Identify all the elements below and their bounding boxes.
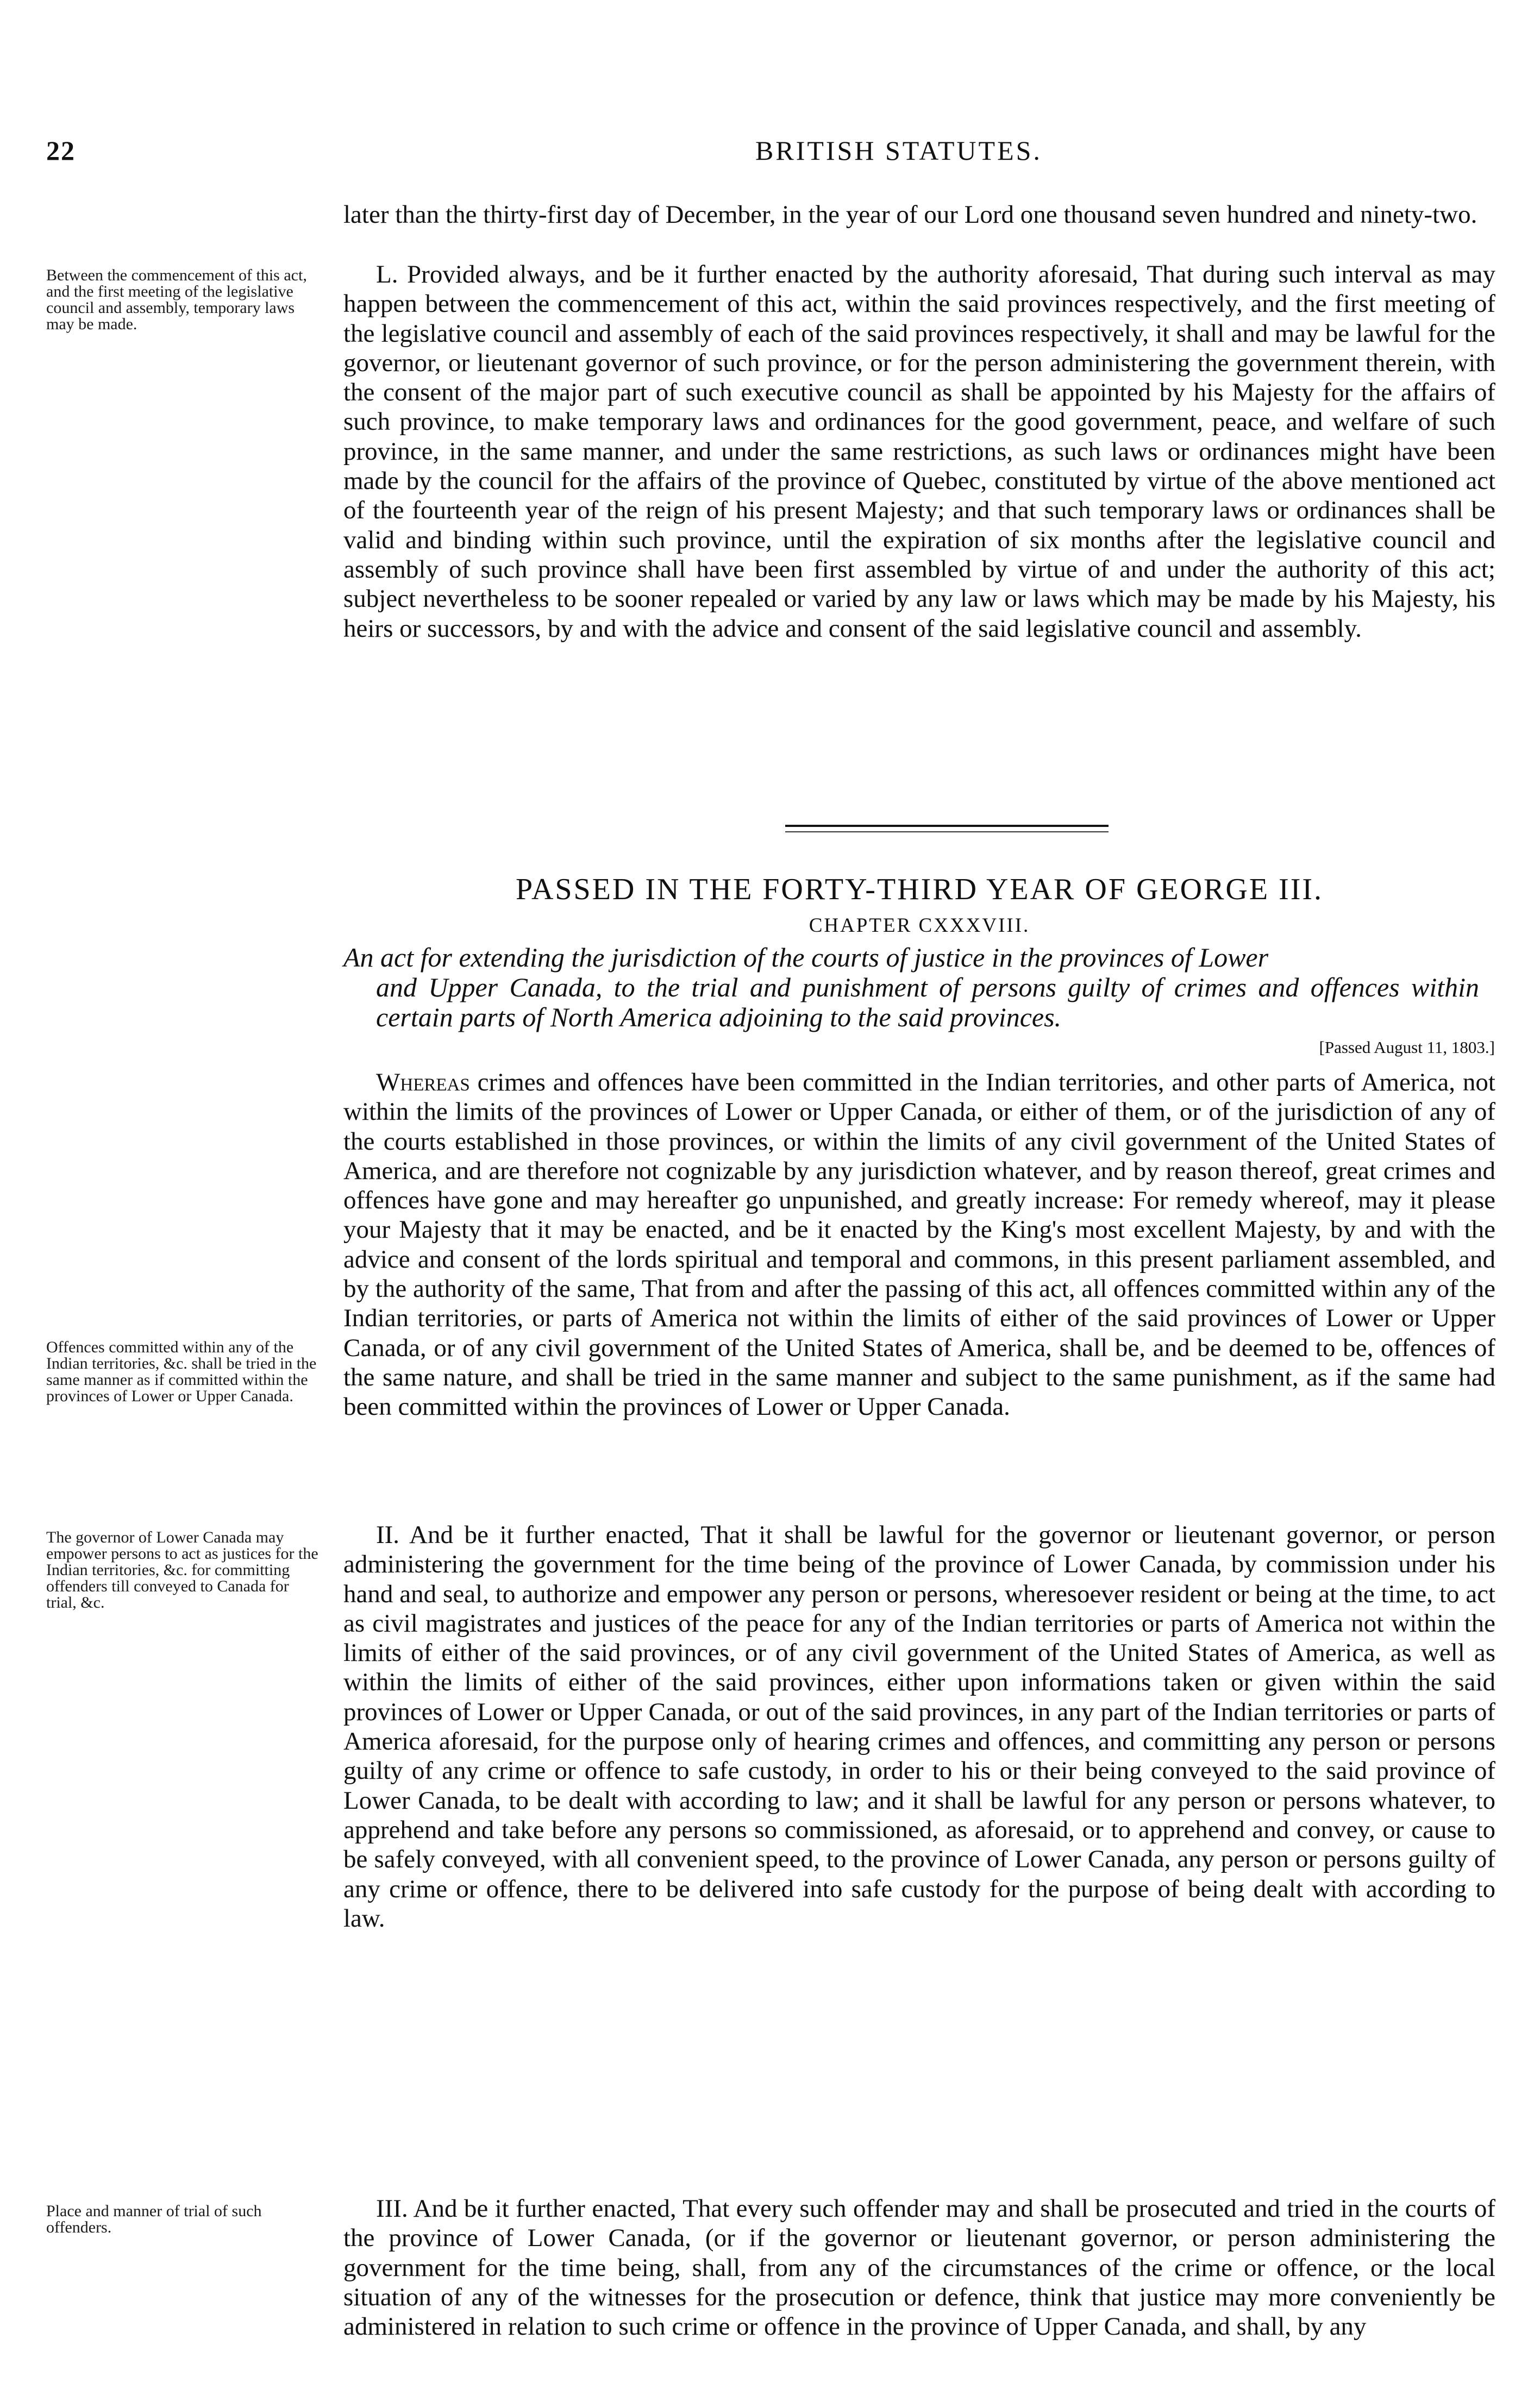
section-l-block — [343, 260, 1495, 643]
margin-note-temporary-laws: Between the commencement of this act, and the first meeting of the legislative council and assembly, temporary laws may be made. — [46, 266, 307, 333]
chapter-number: CHAPTER CXXXVIII. — [809, 914, 1030, 937]
continuation-paragraph: later than the thirty-first day of December, in the year of our Lord one thousand seven hundred and ninety-two. — [343, 200, 1477, 229]
page-header — [0, 135, 1534, 178]
section-iii-paragraph: III. And be it further enacted, That every such offender may and shall be prosecuted and tried in the courts of the province of Lower Canada, (or if the governor or lieutenant governor, or person administering the government for the time being, shall, from any of the circumstances of the crime or offence, or the local situation of any of the witnesses for the prosecution or defence, think that justice may more conveniently be administered in relation to such crime or offence in the province of Upper Canada, and shall, by any — [343, 2194, 1495, 2341]
act-title — [343, 943, 1495, 1032]
preamble-text: crimes and offences have been committed in the Indian territories, and other parts of America, not within the limits of the provinces of Lower or Upper Canada, or either of them, or of the jurisdiction of any of the courts established in those provinces, or within the limits of any civil government of the United States of America, and are therefore not cognizable by any jurisdiction whatever, and by reason thereof, great crimes and offences have gone and may hereafter go unpunished, and greatly increase: For remedy whereof, may it please your Majesty that it may be enacted, and be it enacted by the King's most excellent Majesty, by and with the advice and consent of the lords spiritual and temporal and commons, in this present parliament assembled, and by the authority of the same, That from and after the passing of this act, all offences committed within any of the Indian territories, or parts of America not within the limits of either of the said provinces of Lower or Upper Canada, or of any civil government of the United States of America, shall be, and be deemed to be, offences of the same nature, and shall be tried in the same manner and subject to the same punishment, as if the same had been committed within the provinces of Lower or Upper Canada. — [343, 1068, 1495, 1421]
margin-note-governor-justices: The governor of Lower Canada may empower persons to act as justices for the Indian territories, &c. for committing offenders till conveyed to Canada for trial, &c. — [46, 1528, 318, 1611]
section-iii-block — [343, 2194, 1495, 2341]
section-l-paragraph: L. Provided always, and be it further enacted by the authority aforesaid, That during such interval as may happen between the commencement of this act, within the said provinces respectively, and the first meeting of the legislative council and assembly of each of the said provinces respectively, it shall and may be lawful for the governor, or lieutenant governor of such province, or for the person administering the government therein, with the consent of the major part of such executive council as shall be appointed by his Majesty for the affairs of such province, to make temporary laws and ordinances for the good government, peace, and welfare of such province, in the same manner, and under the same restrictions, as such laws or ordinances might have been made by the council for the affairs of the province of Quebec, constituted by virtue of the above mentioned act of the fourteenth year of the reign of his present Majesty; and that such temporary laws or ordinances shall be valid and binding within such province, until the expiration of six months after the legislative council and assembly of such province shall have been first assembled by virtue of and under the authority of this act; subject nevertheless to be sooner repealed or varied by any law or laws which may be made by his Majesty, his heirs or successors, by and with the advice and consent of the said legislative council and assembly. — [343, 260, 1495, 643]
preamble-block — [343, 1068, 1495, 1422]
section-heading: PASSED IN THE FORTY-THIRD YEAR OF GEORGE III. — [515, 873, 1324, 906]
running-title: BRITISH STATUTES. — [755, 135, 1042, 166]
section-ii-block — [343, 1520, 1495, 1933]
section-ii-paragraph: II. And be it further enacted, That it shall be lawful for the governor or lieutenant governor, or person administering the government for the time being of the province of Lower Canada, by commission under his hand and seal, to authorize and empower any person or persons, wheresoever resident or being at the time, to act as civil magistrates and justices of the peace for any of the Indian territories or parts of America not within the limits of either of the said provinces, or of any civil government of the United States of America, as well as within the limits of either of the said provinces, either upon informations taken or given within the said provinces of Lower or Upper Canada, or out of the said provinces, in any part of the Indian territories or parts of America aforesaid, for the purpose only of hearing crimes and offences, and committing any person or persons guilty of any crime or offence to safe custody, in order to his or their being conveyed to the said province of Lower Canada, to be dealt with according to law; and it shall be lawful for any person or persons whatever, to apprehend and take before any persons so commissioned, as aforesaid, or to apprehend and convey, or cause to be safely conveyed, with all convenient speed, to the province of Lower Canada, any person or persons guilty of any crime or offence, there to be delivered into safe custody for the purpose of being dealt with according to law. — [343, 1521, 1495, 1933]
margin-note-place-of-trial: Place and manner of trial of such offenders. — [46, 2202, 262, 2236]
preamble-paragraph — [343, 1068, 1495, 1422]
preamble-first-word: Whereas — [376, 1068, 470, 1096]
page-number: 22 — [46, 135, 76, 166]
section-divider-rule-thin — [785, 831, 1109, 832]
act-title-line1: An act for extending the jurisdiction of the courts of justice in the provinces of Lower — [343, 942, 1269, 973]
continuation-block — [343, 200, 1495, 229]
passed-date: [Passed August 11, 1803.] — [1319, 1038, 1495, 1057]
margin-note-offences: Offences committed within any of the Indian territories, &c. shall be tried in the same manner as if committed within the provinces of Lower or Upper Canada. — [46, 1338, 317, 1405]
act-title-rest: and Upper Canada, to the trial and punishment of persons guilty of crimes and offences within certain parts of North America adjoining to the said provinces. — [376, 972, 1479, 1032]
section-divider-rule — [785, 825, 1109, 827]
